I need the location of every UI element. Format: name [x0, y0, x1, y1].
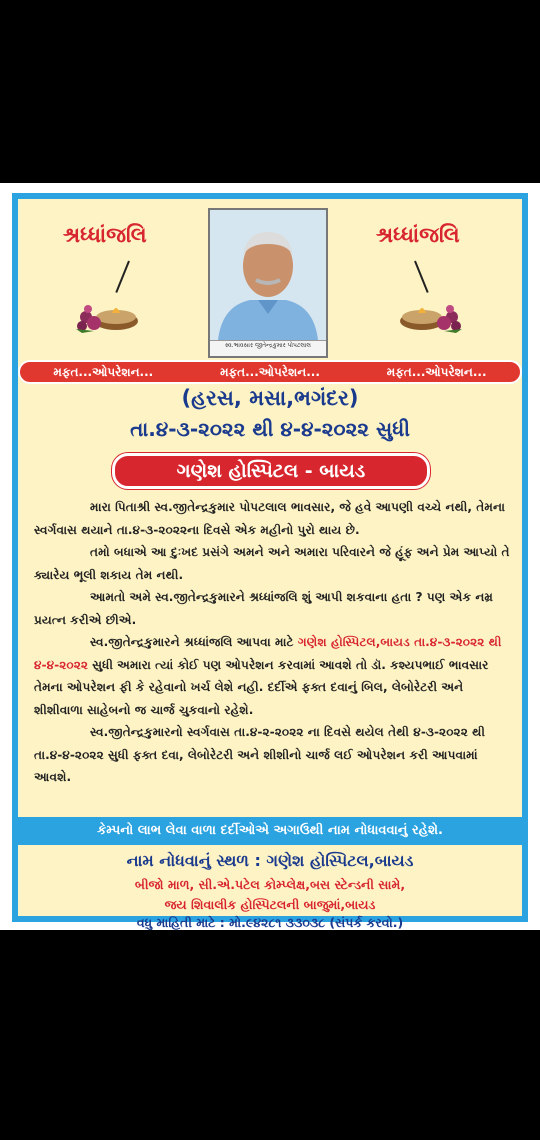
paragraph-4-dates: તા.૪-૩-૨૦૨૨ થી ૪-૪-૨૦૨૨ [34, 635, 502, 672]
ribbon-text-3: મફત...ઓપરેશન... [386, 364, 487, 379]
tribute-heading-left: શ્રધ્ધાંજલિ [63, 223, 147, 247]
tribute-heading-right: શ્રધ્ધાંજલિ [376, 223, 460, 247]
portrait-photo [208, 208, 328, 358]
free-operation-ribbon [18, 360, 522, 384]
paragraph-1: મારા પિતાશ્રી સ્વ.જીતેન્દ્રકુમાર પોપટલાલ ભાવસાર, જે હવે આપણી વચ્ચે નથી, તેમના સ્વર્ગવાસ થયાને તા.૪-૩-૨૦૨૨ના દિવસે એક મહીનો પુરો થાય છે. [34, 500, 506, 537]
address-line-2: જય શિવાલીક હોસ્પિટલની બાજુમાં,બાયડ [164, 897, 376, 912]
address-line-1: બીજો માળ, સી.એ.પટેલ કોમ્પ્લેક્ષ,બસ સ્ટેન્ડની સામે, [134, 877, 406, 892]
paragraph-4 [34, 631, 510, 721]
diya-flowers-icon-right [390, 295, 464, 335]
portrait-figure [210, 210, 326, 340]
screen-bottom-bar [0, 930, 540, 1140]
photo-caption: સ્વ.ભાવસાર જીતેન્દ્રકુમાર પોપટલાલ [210, 340, 326, 356]
date-range-heading: તા.૪-૩-૨૦૨૨ થી ૪-૪-૨૦૨૨ સુધી [130, 417, 410, 441]
paragraph-4-pre: સ્વ.જીતેન્દ્રકુમારને શ્રધ્ધાંજલિ આપવા માટે [90, 635, 298, 649]
announcement-body [34, 496, 510, 789]
hospital-banner: ગણેશ હોસ્પિટલ - બાયડ [112, 453, 430, 489]
screen-top-bar [0, 0, 540, 183]
tribute-poster [12, 193, 528, 930]
registration-place: નામ નોધવાનું સ્થળ : ગણેશ હોસ્પિટલ,બાયડ [126, 851, 414, 870]
paragraph-5: સ્વ.જીતેન્દ્રકુમારનો સ્વર્ગવાસ તા.૪-૨-૨૦૨૨ ના દિવસે થયેલ તેથી ૪-૩-૨૦૨૨ થી તા.૪-૪-૨૦૨૨ સુધી ફક્ત દવા, લેબોરેટરી અને શીશીનો ચાર્જ લઈ ઓપરેશન કરી આપવામાં આવશે. [34, 725, 485, 784]
contact-info: વધુ માહિતી માટે : મો.૯૪૨૮૧ ૩૩૦૩૮ (સંપર્ક કરવો.) [136, 915, 404, 930]
ribbon-text-1: મફત...ઓપરેશન... [53, 364, 154, 379]
incense-stick-right [414, 261, 429, 293]
incense-stick-left [115, 261, 130, 293]
paragraph-3: આમતો અમે સ્વ.જીતેન્દ્રકુમારને શ્રધ્ધાંજલિ શું આપી શકવાના હતા ? પણ એક નમ્ર પ્રયત્ન કરીએ છીએ. [34, 590, 494, 627]
diya-flowers-icon-left [74, 295, 148, 335]
conditions-heading: (હરસ, મસા,ભગંદર) [181, 386, 359, 410]
paragraph-2: તમો બધાએ આ દુઃખદ પ્રસંગે અમને અને અમારા પરિવારને જે હૂંફ અને પ્રેમ આપ્યો તે ક્યારેય ભૂલી શકાય તેમ નથી. [34, 545, 510, 582]
ribbon-text-2: મફત...ઓપરેશન... [220, 364, 320, 379]
paragraph-4-post: સુધી અમારા ત્યાં કોઈ પણ ઓપરેશન કરવામાં આવશે તો ડૉ. કશ્યપભાઈ ભાવસાર તેમના ઓપરેશન ફી કે રહેવાનો ખર્ચ લેશે નહી. દર્દીએ ફક્ત દવાનું બિલ, લેબોરેટરી અને શીશીવાળા સાહેબનો જ ચાર્જ ચુકવાનો રહેશે. [34, 657, 489, 717]
registration-notice: કેમ્પનો લાભ લેવા વાળા દર્દીઓએ અગાઉથી નામ નોધાવવાનું રહેશે. [12, 817, 528, 845]
paragraph-4-hospital: ગણેશ હોસ્પિટલ,બાયડ [297, 635, 410, 649]
